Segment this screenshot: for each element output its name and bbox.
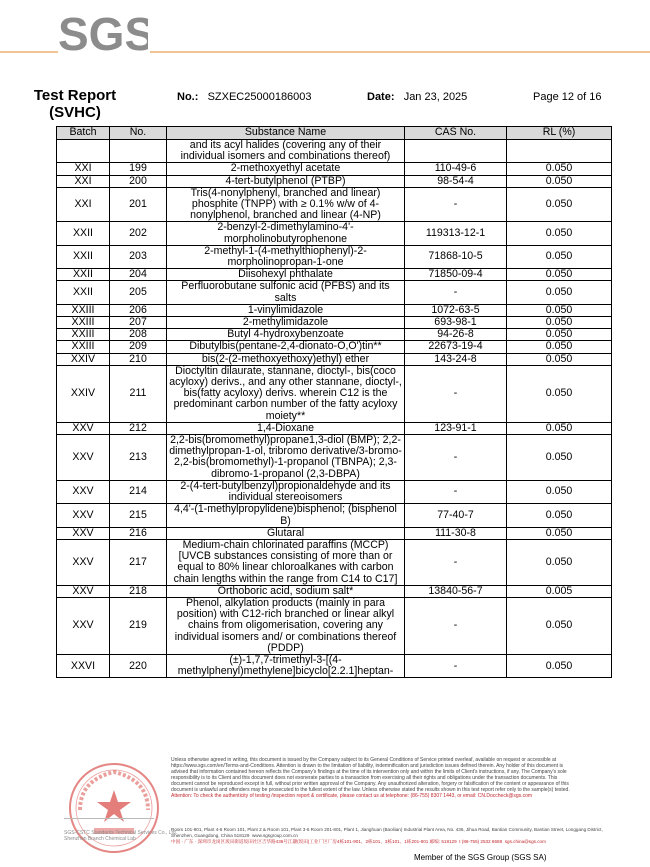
disclaimer-text: Unless otherwise agreed in writing, this document is issued by the Company subject to its General Conditions of Service printed overleaf, available on request or accessible at https://www.sgs.com/en/Terms-and-Conditions. Attention is drawn to the limitation of liability, indemnification and jurisdiction issues defined therein. Any holder of this document is advised that information contained hereon reflects the Company's findings at the time of its intervention only and within the limits of Client's instructions, if any. The Company's sole responsibility is to its Client and this document does not exonerate parties to a transaction from exercising all their rights and obligations under the transaction documents. This document cannot be reproduced except in full, without prior written approval of the Company. Any unauthorized alteration, forgery or falsification of the content or appearance of this document is unlawful and offenders may be prosecuted to the fullest extent of the law. Unless otherwise stated the results shown in this test report refer only to the sample(s) tested. — [171, 757, 570, 793]
report-number — [177, 91, 312, 103]
cell-rl: 0.050 — [507, 435, 612, 481]
cell-batch: XXIII — [57, 317, 110, 329]
cell-no: 206 — [110, 304, 167, 316]
cell-cas-no: - — [405, 539, 507, 585]
table-row — [57, 269, 612, 281]
column-header-no: No. — [110, 127, 167, 140]
company-name-line1: SGS-CSTC Standards Technical Services Co., Ltd. — [64, 830, 178, 836]
cell-rl: 0.050 — [507, 175, 612, 187]
cell-no: 202 — [110, 222, 167, 245]
cell-no: 205 — [110, 281, 167, 304]
table-row — [57, 163, 612, 175]
cell-rl: 0.050 — [507, 245, 612, 268]
svhc-table — [56, 126, 612, 678]
cell-batch: XXV — [57, 480, 110, 503]
cell-batch: XXII — [57, 222, 110, 245]
cell-substance-name: 1,4-Dioxane — [167, 422, 405, 434]
footer-address — [171, 827, 611, 845]
cell-cas-no: 110-49-6 — [405, 163, 507, 175]
cell-batch: XXIV — [57, 365, 110, 422]
table-row — [57, 281, 612, 304]
cell-rl: 0.050 — [507, 365, 612, 422]
cell-rl: 0.050 — [507, 269, 612, 281]
cell-batch: XXV — [57, 539, 110, 585]
cell-rl: 0.050 — [507, 187, 612, 222]
table-row — [57, 245, 612, 268]
attention-text: Attention: To check the authenticity of testing /inspection report & certificate, please contact us at telephone: (86-755) 8307 1443, or email: CN.Doccheck@sgs.com — [171, 793, 533, 799]
cell-rl: 0.050 — [507, 527, 612, 539]
report-title: Test Report (SVHC) — [33, 87, 117, 121]
cell-substance-name: Dioctyltin dilaurate, stannane, dioctyl-, bis(coco acyloxy) derivs., and any other stannane, dioctyl-, bis(fatty acyloxy) derivs. wherein C12 is the predominant carbon number of the fatty acyloxy moiety** — [167, 365, 405, 422]
cell-rl: 0.050 — [507, 341, 612, 353]
cell-substance-name: (±)-1,7,7-trimethyl-3-[(4-methylphenyl)methylene]bicyclo[2.2.1]heptan- — [167, 654, 405, 677]
table-body — [57, 140, 612, 678]
table-row — [57, 539, 612, 585]
cell-substance-name: 2-methyl-1-(4-methylthiophenyl)-2-morpholinopropan-1-one — [167, 245, 405, 268]
table-row — [57, 480, 612, 503]
company-name-line2: Shenzhen Branch Chemical Lab — [64, 836, 136, 842]
cell-rl: 0.050 — [507, 597, 612, 654]
cell-no: 208 — [110, 329, 167, 341]
cell-cas-no: 693-98-1 — [405, 317, 507, 329]
table-row — [57, 654, 612, 677]
cell-substance-name: and its acyl halides (covering any of their individual isomers and combinations thereof) — [167, 140, 405, 163]
cell-cas-no: 98-54-4 — [405, 175, 507, 187]
cell-substance-name: bis(2-(2-methoxyethoxy)ethyl) ether — [167, 353, 405, 365]
cell-substance-name: 4,4'-(1-methylpropylidene)bisphenol; (bisphenol B) — [167, 504, 405, 527]
cell-cas-no: - — [405, 281, 507, 304]
cell-cas-no: 77-40-7 — [405, 504, 507, 527]
table-row — [57, 435, 612, 481]
table-row — [57, 222, 612, 245]
cell-substance-name: Phenol, alkylation products (mainly in para position) with C12-rich branched or linear alkyl chains from oligomerisation, covering any individual isomers and/ or combinations thereof (PDDP) — [167, 597, 405, 654]
report-date-label: Date: — [367, 91, 395, 103]
cell-batch: XXIII — [57, 329, 110, 341]
cell-batch: XXV — [57, 422, 110, 434]
report-number-value: SZXEC25000186003 — [207, 91, 312, 103]
cell-cas-no: 22673-19-4 — [405, 341, 507, 353]
table-row — [57, 527, 612, 539]
cell-substance-name: 2,2-bis(bromomethyl)propane1,3-diol (BMP); 2,2-dimethylpropan-1-ol, tribromo derivative/3-bromo-2,2-bis(bromomethyl)-1-propanol (TBNPA); 2,3-dibromo-1-propanol (2,3-DBPA) — [167, 435, 405, 481]
cell-batch: XXII — [57, 281, 110, 304]
cell-cas-no: 71868-10-5 — [405, 245, 507, 268]
cell-substance-name: Glutaral — [167, 527, 405, 539]
cell-rl: 0.050 — [507, 539, 612, 585]
table-row — [57, 175, 612, 187]
cell-rl: 0.050 — [507, 222, 612, 245]
report-date-value: Jan 23, 2025 — [403, 91, 468, 103]
cell-no: 213 — [110, 435, 167, 481]
cell-batch: XXI — [57, 187, 110, 222]
website: www.sgsgroup.com.cn — [251, 833, 298, 838]
table-row — [57, 353, 612, 365]
cell-cas-no: - — [405, 365, 507, 422]
cell-no: 219 — [110, 597, 167, 654]
cell-rl: 0.050 — [507, 504, 612, 527]
cell-cas-no: 111-30-8 — [405, 527, 507, 539]
cell-cas-no: - — [405, 654, 507, 677]
cell-rl: 0.050 — [507, 654, 612, 677]
cell-rl: 0.050 — [507, 163, 612, 175]
cell-batch: XXIII — [57, 341, 110, 353]
cell-batch: XXII — [57, 245, 110, 268]
cell-batch — [57, 140, 110, 163]
table-row — [57, 365, 612, 422]
cell-batch: XXV — [57, 504, 110, 527]
cell-cas-no: - — [405, 435, 507, 481]
cell-no: 212 — [110, 422, 167, 434]
cell-batch: XXV — [57, 435, 110, 481]
table-row — [57, 140, 612, 163]
cell-no: 201 — [110, 187, 167, 222]
cell-rl: 0.050 — [507, 281, 612, 304]
cell-cas-no: 1072-63-5 — [405, 304, 507, 316]
cell-substance-name: 2-(4-tert-butylbenzyl)propionaldehyde and its individual stereoisomers — [167, 480, 405, 503]
cell-rl: 0.050 — [507, 422, 612, 434]
cell-no: 200 — [110, 175, 167, 187]
table-row — [57, 341, 612, 353]
cell-substance-name: Dibutylbis(pentane-2,4-dionato-O,O')tin** — [167, 341, 405, 353]
column-header-substance: Substance Name — [167, 127, 405, 140]
cell-no: 204 — [110, 269, 167, 281]
cell-cas-no: - — [405, 597, 507, 654]
cell-no: 218 — [110, 585, 167, 597]
report-date — [367, 91, 467, 103]
table-row — [57, 422, 612, 434]
cell-cas-no: 94-26-8 — [405, 329, 507, 341]
cell-cas-no: - — [405, 480, 507, 503]
cell-no: 209 — [110, 341, 167, 353]
cell-batch: XXI — [57, 175, 110, 187]
cell-no: 217 — [110, 539, 167, 585]
cell-substance-name: Diisohexyl phthalate — [167, 269, 405, 281]
cell-substance-name: 2-benzyl-2-dimethylamino-4'-morpholinobutyrophenone — [167, 222, 405, 245]
cell-substance-name: Tris(4-nonylphenyl, branched and linear) phosphite (TNPP) with ≥ 0.1% w/w of 4-nonylphenol, branched and linear (4-NP) — [167, 187, 405, 222]
cell-cas-no: 143-24-8 — [405, 353, 507, 365]
cell-no: 210 — [110, 353, 167, 365]
table-row — [57, 585, 612, 597]
cell-rl: 0.050 — [507, 329, 612, 341]
report-number-label: No.: — [177, 91, 199, 103]
cell-cas-no: 123-91-1 — [405, 422, 507, 434]
column-header-batch: Batch — [57, 127, 110, 140]
cell-substance-name: Butyl 4-hydroxybenzoate — [167, 329, 405, 341]
cell-batch: XXV — [57, 527, 110, 539]
cell-no: 211 — [110, 365, 167, 422]
cell-batch: XXV — [57, 585, 110, 597]
cell-cas-no: 13840-56-7 — [405, 585, 507, 597]
company-name-left — [64, 830, 177, 842]
page-number: Page 12 of 16 — [533, 91, 602, 103]
cell-no: 220 — [110, 654, 167, 677]
cell-cas-no: - — [405, 187, 507, 222]
table-row — [57, 329, 612, 341]
cell-substance-name: 4-tert-butylphenol (PTBP) — [167, 175, 405, 187]
address-english: Room 101-901, Plant 4-6 Room 101, Plant 2 & Room 101, Plant 3-6 Room 201-801, Plant 1, Jianghuan (Baoliian) Industrial Plant Area, No. 436, Jihua Road, Bantian Community, Bantian Street, Longgang District, Shenzhen, Guangdong, China 518129 — [171, 827, 603, 838]
cell-cas-no: 119313-12-1 — [405, 222, 507, 245]
cell-batch: XXIII — [57, 304, 110, 316]
table-row — [57, 317, 612, 329]
column-header-rl: RL (%) — [507, 127, 612, 140]
cell-no: 203 — [110, 245, 167, 268]
cell-substance-name: Orthoboric acid, sodium salt* — [167, 585, 405, 597]
cell-batch: XXII — [57, 269, 110, 281]
cell-substance-name: 2-methylimidazole — [167, 317, 405, 329]
cell-rl: 0.050 — [507, 304, 612, 316]
phone-number: t (86-755) 2532 8688 — [459, 839, 503, 844]
sgs-logo-text: SGS — [58, 8, 148, 56]
cell-rl: 0.050 — [507, 480, 612, 503]
footer-disclaimer — [171, 757, 571, 799]
cell-cas-no: 71850-09-4 — [405, 269, 507, 281]
cell-substance-name: 2-methoxyethyl acetate — [167, 163, 405, 175]
table-header-row — [57, 127, 612, 140]
member-note: Member of the SGS Group (SGS SA) — [414, 853, 547, 862]
cell-substance-name: Medium-chain chlorinated paraffins (MCCP) [UVCB substances consisting of more than or equal to 80% linear chloroalkanes with carbon chain lengths within the range from C14 to C17] — [167, 539, 405, 585]
signature-line — [64, 818, 154, 819]
table-row — [57, 304, 612, 316]
cell-cas-no — [405, 140, 507, 163]
cell-no — [110, 140, 167, 163]
cell-batch: XXV — [57, 597, 110, 654]
cell-batch: XXIV — [57, 353, 110, 365]
cell-no: 199 — [110, 163, 167, 175]
sgs-logo — [58, 8, 148, 56]
table-row — [57, 597, 612, 654]
cell-no: 215 — [110, 504, 167, 527]
cell-rl: 0.050 — [507, 353, 612, 365]
table-row — [57, 187, 612, 222]
cell-rl: 0.050 — [507, 317, 612, 329]
cell-no: 207 — [110, 317, 167, 329]
address-chinese: 中国 · 广东 · 深圳市龙岗区坂田街道坂田社区吉华路436号江灏(坂田)工业厂区厂房4栋101-901、2栋101、3栋101、1栋201-801 邮编: 518129 — [171, 839, 457, 844]
table-row — [57, 504, 612, 527]
cell-no: 214 — [110, 480, 167, 503]
cell-rl: 0.005 — [507, 585, 612, 597]
cell-substance-name: Perfluorobutane sulfonic acid (PFBS) and its salts — [167, 281, 405, 304]
cell-batch: XXI — [57, 163, 110, 175]
email-address: sgs.china@sgs.com — [504, 839, 546, 844]
cell-substance-name: 1-vinylimidazole — [167, 304, 405, 316]
cell-rl — [507, 140, 612, 163]
cell-batch: XXVI — [57, 654, 110, 677]
cell-no: 216 — [110, 527, 167, 539]
column-header-cas: CAS No. — [405, 127, 507, 140]
